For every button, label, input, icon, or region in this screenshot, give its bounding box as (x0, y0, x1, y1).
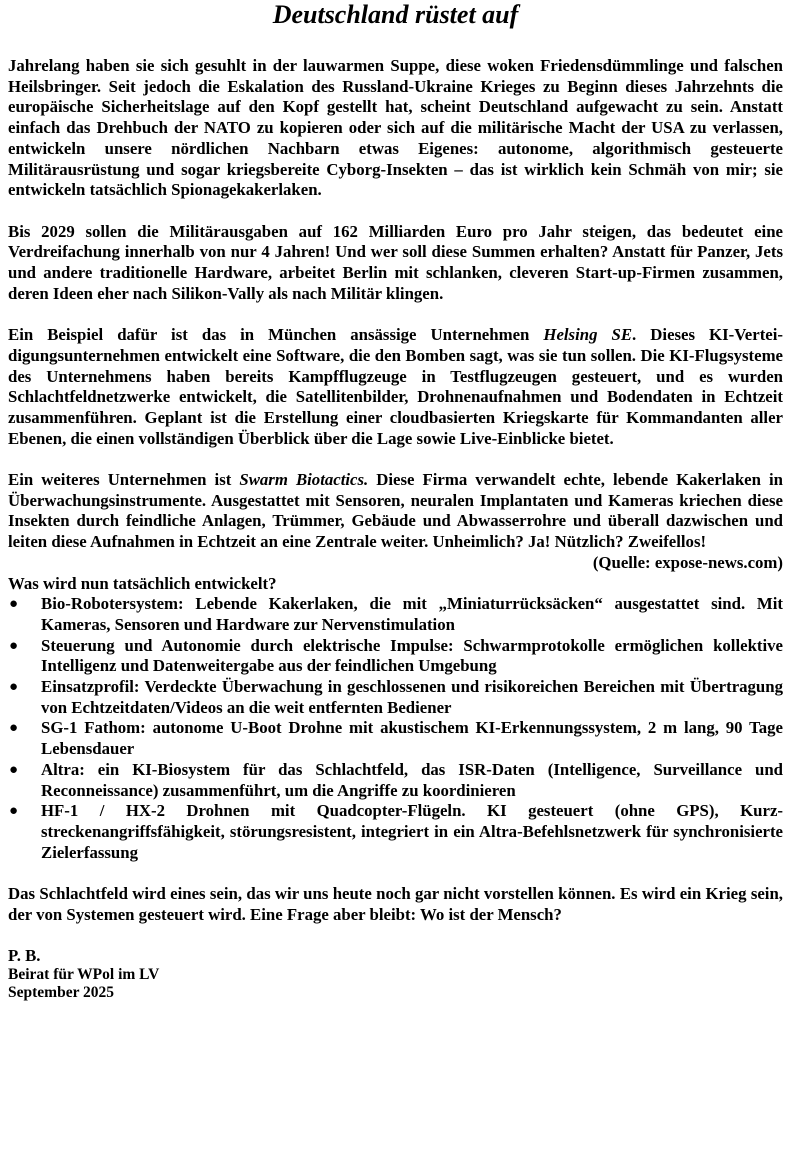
bullet-icon: ● (9, 761, 19, 778)
swarm-text-after: Diese Firma verwandelt echte, lebende Kakerlaken in Überwachungsinstrumente. Ausgestattet mit Sensoren, neuralen Implantaten und Kameras kriechen diese Insekten durch feindliche Anlagen, Trümmer, Gebäude und Abwasserrohre und überall dazwischen und leiten diese Aufnahmen in Echtzeit an eine Zentrale weiter. Unheimlich? Ja! Nützlich? Zweifellos! (8, 470, 783, 552)
bullet-icon: ● (9, 637, 19, 654)
signature-role: Beirat für WPol im LV (8, 966, 160, 984)
list-item (9, 801, 783, 863)
list-intro: Was wird nun tatsächlich entwickelt? (8, 573, 277, 593)
list-item (9, 718, 783, 759)
list-item-text: SG-1 Fathom: autonome U-Boot Drohne mit akustischem KI-Erkennungssystem, 2 m lang, 90 Tage Lebensdauer (41, 718, 783, 759)
paragraph-conclusion: Das Schlachtfeld wird eines sein, das wir uns heute noch gar nicht vorstellen können. Es wird ein Krieg sein, der von Systemen gesteuert wird. Eine Frage aber bleibt: Wo ist der Mensch? (8, 884, 783, 924)
bullet-icon: ● (9, 596, 19, 613)
list-item-text: HF-1 / HX-2 Drohnen mit Quadcopter-Flügeln. KI gesteuert (ohne GPS), Kurzstreckenangriffsfähigkeit, störungsresistent, integriert in ein Altra-Befehlsnetzwerk für synchronisierte Zielerfassung (41, 801, 783, 862)
paragraph-swarm (8, 470, 783, 572)
company-name-swarm: Swarm Biotactics. (239, 470, 369, 490)
list-item (9, 677, 783, 718)
bullet-icon: ● (9, 720, 19, 737)
list-item-text: Einsatzprofil: Verdeckte Überwachung in geschlossenen und risikoreichen Bereichen mit Übertragung von Echtzeitdaten/Videos an die weit entfernten Bediener (41, 677, 783, 717)
swarm-text-before: Ein weiteres Unternehmen ist (8, 470, 240, 490)
helsing-text-after: . Dieses KI-Verteidigungsunternehmen entwickelt eine Software, die den Bomben sagt, was sie tun sollen. Die KI-Flugsysteme des Unternehmens haben bereits Kampfflugzeuge in Testflugzeugen gesteuert, und es wurden Schlachtfeldnetzwerke entwickelt, die Satellitenbilder, Drohnenaufnahmen und Bodendaten in Echtzeit zusammenführen. Geplant ist die Erstellung einer cloudbasierten Kriegskarte für Kommandanten aller Ebenen, die einen vollständigen Überblick über die Lage sowie Live-Einblicke bietet. (8, 325, 783, 448)
list-item-text: Bio-Robotersystem: Lebende Kakerlaken, die mit „Miniaturrücksäcken“ ausgestattet sind. Mit Kameras, Sensoren und Hardware zur Nervenstimulation (41, 594, 783, 634)
helsing-text-before: Ein Beispiel dafür ist das in München ansässige Unternehmen (8, 325, 544, 345)
list-item-text: Altra: ein KI-Biosystem für das Schlachtfeld, das ISR-Daten (Intelligence, Surveillance und Reconneissance) zusammenführt, um die Angriffe zu koordinieren (41, 759, 783, 800)
paragraph-intro: Jahrelang haben sie sich gesuhlt in der lauwarmen Suppe, diese woken Friedensdümmlinge und falschen Heilsbringer. Seit jedoch die Eskalation des Russland-Ukraine Krieges zu Beginn dieses Jahrzehnts die europäische Sicherheitslage auf den Kopf gestellt hat, scheint Deutschland aufgewacht zu sein. Anstatt einfach das Drehbuch der NATO zu kopieren oder sich auf die militärische Macht der USA zu verlassen, entwickeln unsere nördlichen Nachbarn etwas Eigenes: autonome, algorithmisch gesteuerte Militärausrüstung und sogar kriegsbereite Cyborg-Insekten – das ist wirklich kein Schmäh von mir; sie entwickeln tatsächlich Spionagekakerlaken. (8, 56, 783, 200)
bullet-icon: ● (9, 679, 19, 696)
paragraph-spending: Bis 2029 sollen die Militärausgaben auf 162 Milliarden Euro pro Jahr steigen, das bedeutet eine Verdreifachung innerhalb von nur 4 Jahren! Und wer soll diese Summen erhalten? Anstatt für Panzer, Jets und andere traditionelle Hardware, arbeitet Berlin mit schlanken, cleveren Start-up-Firmen zusammen, deren Ideen eher nach Silikon-Vally als nach Militär klingen. (8, 221, 783, 303)
list-item (9, 759, 783, 801)
signature-block (8, 946, 783, 1002)
source-citation: (Quelle: expose-news.com) (592, 552, 783, 572)
article-title: Deutschland rüstet auf (272, 0, 519, 29)
paragraph-helsing (8, 325, 783, 449)
list-item (9, 635, 783, 677)
signature-date: September 2025 (8, 984, 115, 1002)
list-item-text: Steuerung und Autonomie durch elektrische Impulse: Schwarmprotokolle ermöglichen kollektive Intelligenz und Datenweitergabe aus der feindlichen Umgebung (41, 635, 783, 676)
list-item (9, 594, 783, 635)
bullet-icon: ● (9, 803, 19, 820)
company-name-helsing: Helsing SE (543, 325, 633, 345)
development-list (8, 594, 783, 863)
signature-initials: P. B. (8, 946, 41, 966)
